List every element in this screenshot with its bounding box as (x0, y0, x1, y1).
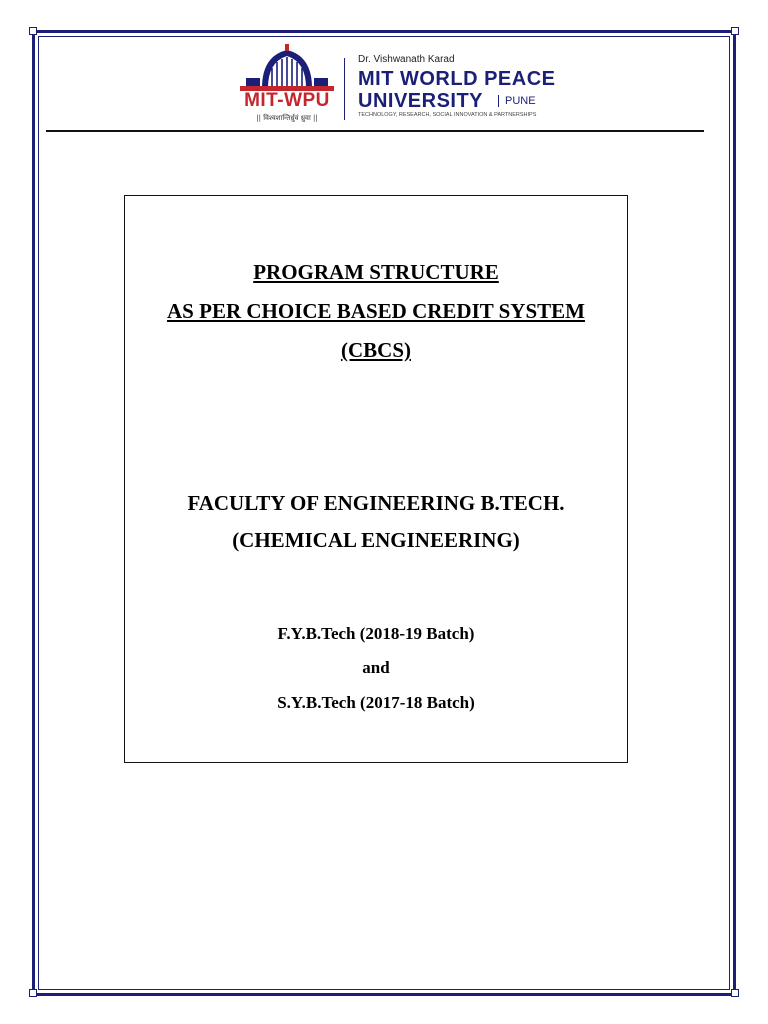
university-name-line1: MIT WORLD PEACE (358, 68, 556, 90)
logo-motto: || विश्वशान्तिर्ध्रुवं ध्रुवा || (256, 114, 318, 122)
title-line-2: AS PER CHOICE BASED CREDIT SYSTEM (167, 299, 585, 323)
border-corner-bottom-left (29, 989, 37, 997)
university-name-line2: UNIVERSITY (358, 90, 484, 112)
border-corner-top-right (731, 27, 739, 35)
border-corner-bottom-right (731, 989, 739, 997)
university-prefix: Dr. Vishwanath Karad (358, 54, 455, 65)
logo-wordmark: MIT-WPU (244, 90, 330, 111)
header-rule (46, 130, 704, 132)
title-line-1: PROGRAM STRUCTURE (253, 260, 499, 284)
university-tagline: TECHNOLOGY, RESEARCH, SOCIAL INNOVATION & PARTNERSHIPS (358, 112, 537, 118)
title-box (124, 195, 628, 763)
title-line-3: (CBCS) (340, 338, 411, 362)
faculty-line-1: FACULTY OF ENGINEERING B.TECH. (187, 491, 565, 515)
university-logo (226, 40, 566, 124)
faculty-line-2: (CHEMICAL ENGINEERING) (232, 528, 520, 552)
border-corner-top-left (29, 27, 37, 35)
batch-conjunction: and (362, 658, 390, 677)
batch-line-2: S.Y.B.Tech (2017-18 Batch) (277, 693, 475, 712)
university-city: PUNE (498, 95, 536, 107)
logo-divider (344, 58, 345, 120)
batch-line-1: F.Y.B.Tech (2018-19 Batch) (277, 624, 475, 643)
